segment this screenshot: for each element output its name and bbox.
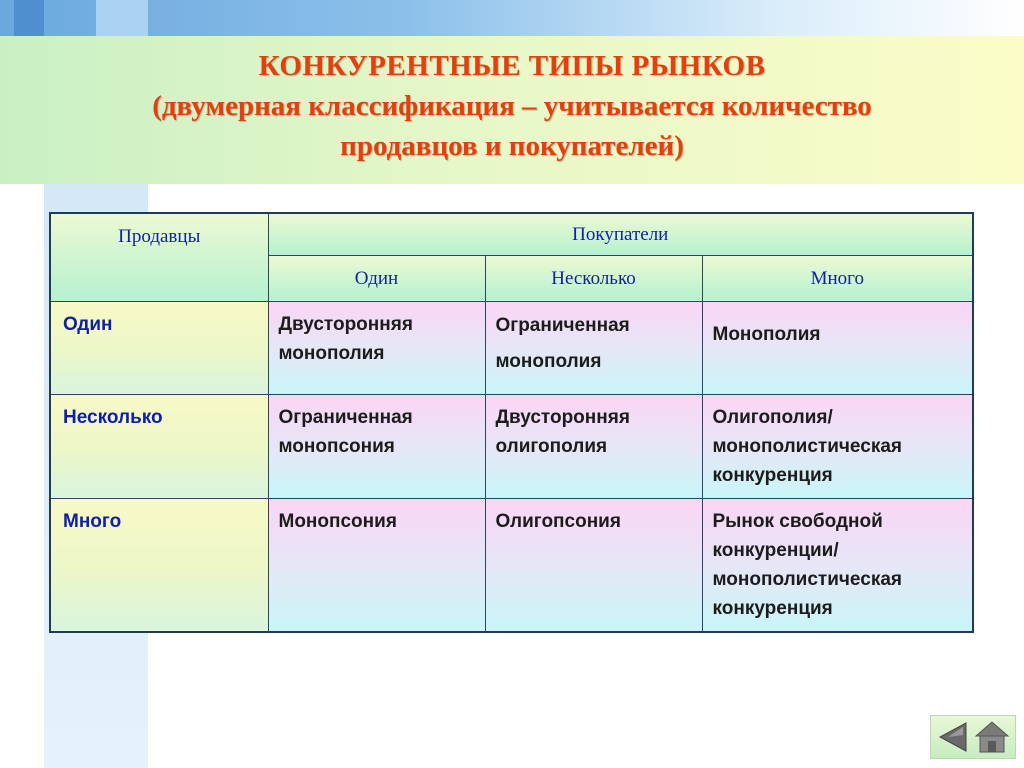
header-sellers: Продавцы <box>50 213 268 301</box>
home-icon[interactable] <box>974 720 1010 754</box>
table-cell: Двусторонняя монополия <box>268 301 485 394</box>
row-header: Много <box>50 498 268 632</box>
column-header: Один <box>268 255 485 301</box>
title-line-3: продавцов и покупателей) <box>340 130 684 162</box>
column-header: Несколько <box>485 255 702 301</box>
top-decor-stripe <box>96 0 148 36</box>
table-row <box>50 498 973 632</box>
title-line-2: (двумерная классификация – учитывается количество <box>152 90 872 122</box>
slide-title <box>0 46 1024 166</box>
table-cell: Ограниченная монополия <box>485 301 702 394</box>
table-cell: Монополия <box>702 301 973 394</box>
table-cell: Монопсония <box>268 498 485 632</box>
table-cell: Рынок свободной конкуренции/монополистическая конкуренция <box>702 498 973 632</box>
row-header: Несколько <box>50 394 268 498</box>
column-header: Много <box>702 255 973 301</box>
header-buyers: Покупатели <box>268 213 973 255</box>
title-line-1: КОНКУРЕНТНЫЕ ТИПЫ РЫНКОВ <box>258 50 766 82</box>
table-cell: Олигопсония <box>485 498 702 632</box>
table-row <box>50 394 973 498</box>
table-row <box>50 301 973 394</box>
back-arrow-icon[interactable] <box>936 720 970 754</box>
top-decor-stripe <box>14 0 44 36</box>
table-cell: Ограниченная монопсония <box>268 394 485 498</box>
table-cell: Олигополия/монополистическая конкуренция <box>702 394 973 498</box>
market-types-table <box>49 212 974 633</box>
top-decor-band <box>0 0 1024 36</box>
row-header: Один <box>50 301 268 394</box>
table-cell: Двусторонняя олигополия <box>485 394 702 498</box>
